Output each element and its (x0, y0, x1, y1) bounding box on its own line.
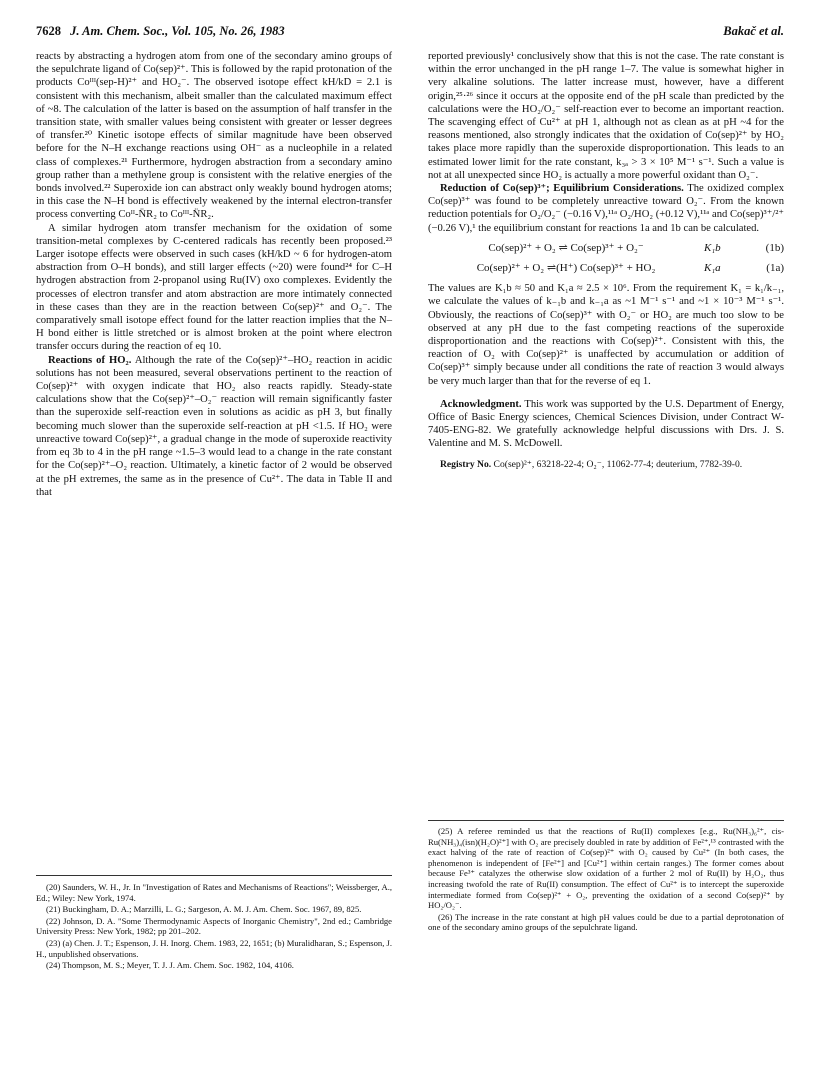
right-column (428, 50, 784, 471)
section-heading: Reduction of Co(sep)³⁺; Equilibrium Considerations. (440, 183, 684, 195)
registry-numbers (428, 459, 784, 471)
registry-text: Co(sep)²⁺, 63218-22-4; O₂⁻, 11062-77-4; deuterium, 7782-39-0. (491, 458, 743, 470)
footnote: (26) The increase in the rate constant at high pH values could be due to a partial deprotonation of one of the secondary amino groups of the sepulchrate ligand. (428, 911, 784, 933)
section-heading: Reactions of HO₂. (48, 354, 132, 366)
equation-number: (1b) (765, 241, 784, 254)
equation-1a (428, 262, 784, 275)
acknowledgment-text: This work was supported by the U.S. Department of Energy, Office of Basic Energy sciences, Chemical Sciences Division, under Contract W-7405-ENG-82. We gratefully acknowledge helpful discussions with Drs. J. S. Valentine and M. S. McDowell. (428, 398, 784, 450)
equation-expression: Co(sep)²⁺ + O₂ ⇌ Co(sep)³⁺ + O₂⁻ (488, 241, 644, 254)
paragraph: A similar hydrogen atom transfer mechanism for the oxidation of some transition-metal complexes by C-centered radicals has recently been proposed.²³ Larger isotope effects were observed in such cases (kH/kD ~ 6 for hydrogen-atom abstraction from O–H bonds), and still larger effects (~20) were found²⁴ for C–H hydrogen abstraction from 2-propanol using Ru(IV) oxo complexes. Evidently the processes of electron transfer and atom abstraction are more intimately connected in these cases than they are in the reaction between Co(sep)²⁺ and O₂⁻. The comparatively small isotope effect found for the latter reaction implies that the N–H bond either is little stretched or is almost broken at the point where electron transfer occurs during the reaction of eq 10. (36, 222, 392, 353)
header-authors: Bakač et al. (723, 24, 784, 38)
footnote-rule-right (428, 820, 784, 821)
paragraph: reacts by abstracting a hydrogen atom from one of the secondary amino groups of the sepulchrate ligand of Co(sep)²⁺. This is followed by the rapid protonation of the products Coᴵᴵᴵ(sep-H)²⁺ and HO₂⁻. The observed isotope effect kH/kD = 2.1 is consistent with this mechanism, albeit smaller than the calculated maximum effect of ~8. The calculation of the latter is based on the assumption of half transfer in the transition state, with smaller values being consistent with greater or lesser degrees of transfer.²⁰ Kinetic isotope effects of similar magnitude have been observed before for the N–H exchange reactions using OH⁻ as a nucleophile in a related class of complexes.²¹ Furthermore, hydrogen abstraction from a secondary amino group rather than a methylene group is consistent with the relative energies of the bonds involved.²² Superoxide ion can abstract only weakly bound hydrogen atoms; in this case the N–H bond is effectively weakened by the internal electron-transfer process converting Coᴵᴵ-N̈R₂ to Coᴵᴵᴵ-N̈R₂. (36, 51, 392, 221)
acknowledgment-heading: Acknowledgment. (440, 398, 522, 410)
paragraph: reported previously¹ conclusively show that this is not the case. The rate constant is within the error unchanged in the pH range 1–7. The value is somewhat higher in very alkaline solutions. The latter increase must, however, have a different origin,²⁵·²⁶ since it occurs at the opposite end of the pH scale than predicted by the calculations were the HO₂/O₂⁻ self-reaction ever to become an important reaction. The scavenging effect of Cu²⁺ at pH 1, although not as clean as at pH ~4 for the reasons mentioned, also strongly indicates that the oxidation of Co(sep)²⁺ by HO₂ takes place more rapidly than the superoxide disproportionation. This leads to an estimated lower limit for the rate constant, k₃ₐ > 3 × 10⁵ M⁻¹ s⁻¹. Such a value is not at all unexpected since HO₂ is actually a more powerful oxidant than O₂⁻. (428, 51, 784, 181)
footnote: (23) (a) Chen. J. T.; Espenson, J. H. Inorg. Chem. 1983, 22, 1651; (b) Muralidharan, S.; Espenson, J. H., unpublished observations. (36, 937, 392, 959)
paragraph (36, 354, 392, 499)
footnote-rule-left (36, 875, 392, 876)
paragraph: The values are K₁b ≈ 50 and K₁a ≈ 2.5 × 10⁶. From the requirement K₁ = k₁/k₋₁, we calculate the values of k₋₁b and k₋₁a as ~1 M⁻¹ s⁻¹ and ~1 × 10⁻³ M⁻¹ s⁻¹. Obviously, the reactions of Co(sep)³⁺ with O₂⁻ or HO₂ are much too slow to be observed at any pH due to the fast competing reactions of the superoxide disproportionation and the reactions with Co(sep)²⁺. Consistent with this, the reaction of O₂ with Co(sep)²⁺ is unaffected by accumulation or addition of Co(sep)³⁺ simply because under all conditions the rate of reaction 3 would always be very much larger than that for the reverse of eq 1. (428, 283, 784, 387)
left-column (36, 50, 392, 499)
footnote: (22) Johnson, D. A. "Some Thermodynamic Aspects of Inorganic Chemistry", 2nd ed.; Cambridge University Press: New York, 1982; pp 201–202. (36, 915, 392, 937)
equation-number: (1a) (766, 262, 784, 275)
footnote: (25) A referee reminded us that the reactions of Ru(II) complexes [e.g., Ru(NH₃)₆²⁺, cis-Ru(NH₃)₄(isn)(H₂O)²⁺] with O₂ are precisely doubled in rate by addition of Fe²⁺,¹³ contrasted with the exact halving of the rate of reaction of Co(sep)²⁺ with O₂ caused by Cu²⁺ (In both cases, the phenomenon is independent of [Fe²⁺] and [Cu²⁺] within certain ranges.) The former comes about because Fe³⁺ catalyzes the otherwise slow oxidation of a further 2 mol of Ru(II) by H₂O₂, thus increasing twofold the rate of Ru(II) consumption. The effect of Cu²⁺ is to intercept the superoxide intermediate formed from Co(sep)²⁺ + O₂, preventing the oxidation of a second Co(sep)²⁺ by HO₂/O₂⁻. (428, 826, 784, 911)
paragraph-text: Although the rate of the Co(sep)²⁺–HO₂ reaction in acidic solutions has not been measured, several observations pertinent to the reaction of Co(sep)²⁺ with oxygen indicate that HO₂ also reacts rapidly. Steady-state calculations show that the Co(sep)²⁺–O₂⁻ reaction will remain significantly faster than the superoxide self-reaction even in solutions as acidic as pH 3, but finally becoming much slower than the superoxide self-reaction at pH <1.5. If HO₂ were unreactive toward Co(sep)²⁺, a gradual change in the mode of superoxide reactivity from eq 3b to 4 in the pH range ~1.5–3 would lead to a change in the rate constant for the Co(sep)²⁺–O₂ reaction. Ultimately, a kinetic factor of 2 would be observed at the pH extremes, the same as in the presence of Cu²⁺. The data in Table II and that (36, 354, 392, 498)
footnote: (24) Thompson, M. S.; Meyer, T. J. J. Am. Chem. Soc. 1982, 104, 4106. (46, 960, 294, 971)
footnotes-left (36, 882, 392, 972)
equation-expression: Co(sep)²⁺ + O₂ ⇌(H⁺) Co(sep)³⁺ + HO₂ (476, 262, 656, 275)
acknowledgment (428, 398, 784, 451)
footnote: (21) Buckingham, D. A.; Marzilli, L. G.; Sargeson, A. M. J. Am. Chem. Soc. 1967, 89, 825. (46, 904, 362, 915)
paragraph (428, 182, 784, 235)
equation-1b (428, 242, 784, 255)
header-left (36, 24, 285, 39)
footnotes-right (428, 826, 784, 934)
paragraph-text: The oxidized complex Co(sep)³⁺ was found to be completely unreactive toward O₂⁻. From the known reduction potentials for O₂/O₂⁻ (−0.16 V),¹¹ᵃ O₂/HO₂ (+0.12 V),¹¹ᵃ and Co(sep)³⁺/²⁺ (−0.26 V),¹ the equilibrium constant for reactions 1a and 1b can be calculated. (428, 183, 784, 234)
footnote: (20) Saunders, W. H., Jr. In "Investigation of Rates and Mechanisms of Reactions"; Weissberger, A., Ed.; Wiley: New York, 1974. (36, 882, 392, 903)
journal-citation: J. Am. Chem. Soc., Vol. 105, No. 26, 1983 (70, 24, 285, 38)
running-header (36, 24, 784, 40)
registry-heading: Registry No. (440, 458, 492, 470)
equation-constant: K₁b (704, 241, 721, 254)
equation-constant: K₁a (704, 262, 721, 275)
page-number: 7628 (36, 24, 61, 38)
